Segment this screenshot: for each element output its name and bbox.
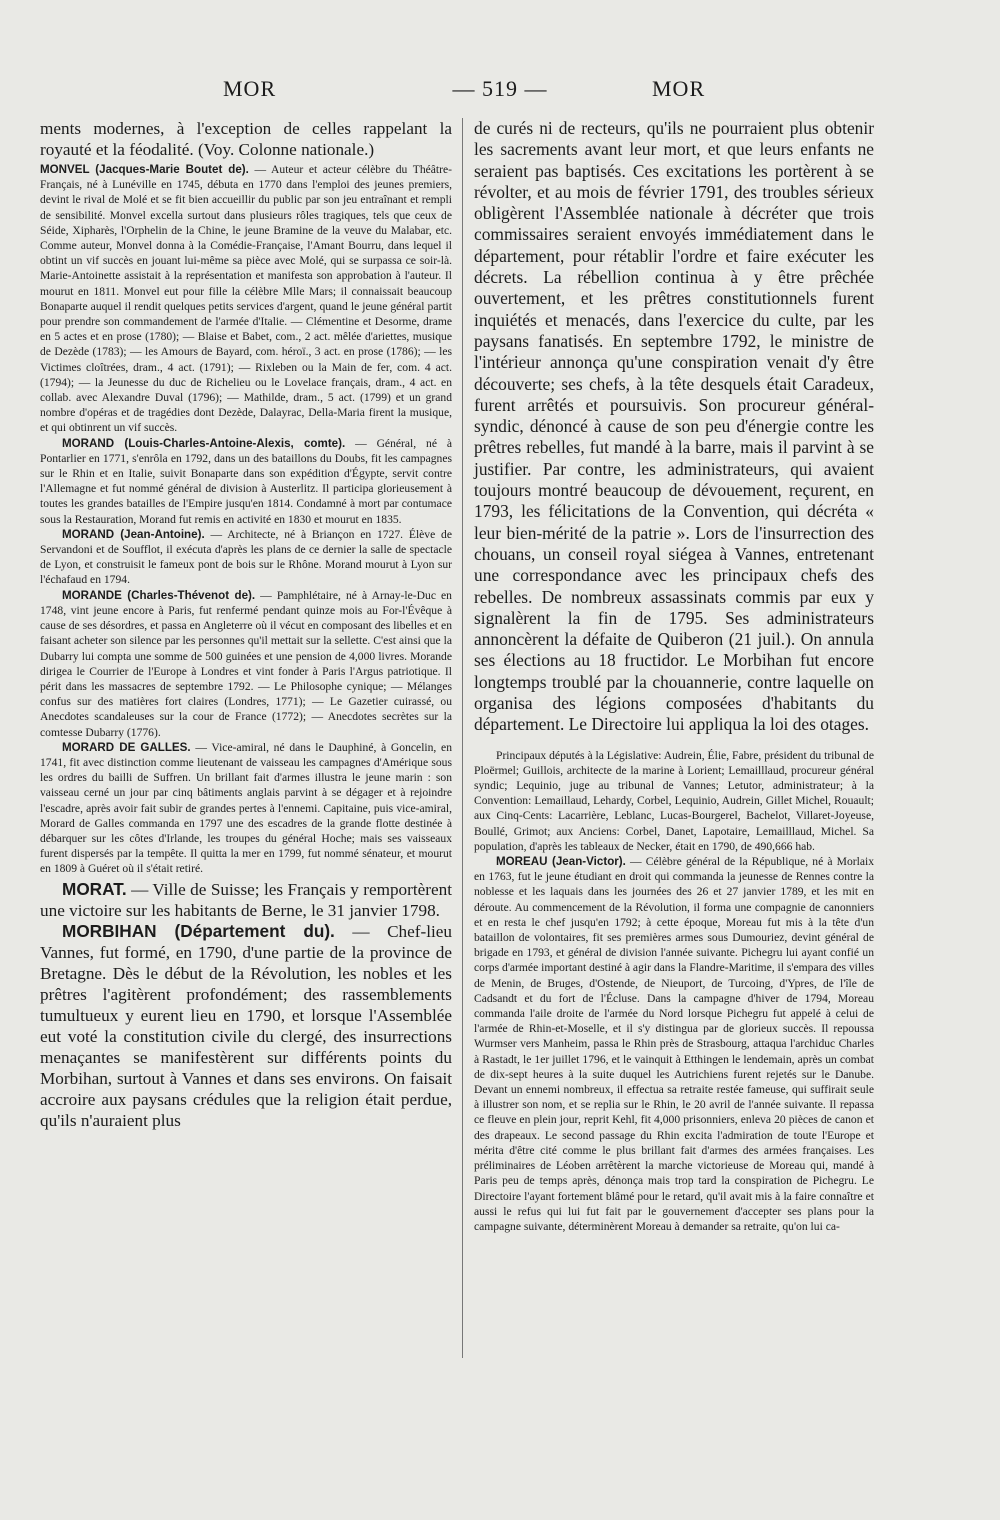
entry-body: — Vice-amiral, né dans le Dauphiné, à Goncelin, en 1741, fit avec distinction comme lieutenant de vaisseau les campagnes d'Amérique sous les ordres du bailli de Suffren. Un brillant fait d'armes illustra le jeune marin : son vaisseau cerné un jour par cinq bâtiments anglais parvint à se dégager et à rejoindre l'escadre, après avoir fait subir de grandes pertes à l'ennemi. Capitaine, puis vice-amiral, Morard de Galles commanda en 1797 une des escadres de la grande flotte destinée à débarquer sur les côtes d'Irlande, les troupes du général Hoche; mais ses vaisseaux furent dispersés par la tempête. Il quitta la mer en 1799, fut nommé sénateur, et mourut en 1809 à Guéret où il s'était retiré. [40,740,452,876]
entry-morand-jean [40,527,452,588]
entry-headword: MOREAU (Jean-Victor). [496,855,626,869]
header-left-keyword: MOR [223,76,277,101]
entry-body: — Chef-lieu Vannes, fut formé, en 1790, d'une partie de la province de Bretagne. Dès le début de la Révolution, les nobles et les prêtres l'agitèrent profondément; des rassemblements tumultueux y eurent lieu en 1790, et lorsque l'Assemblée eut voté la constitution civile du clergé, des insurrections menaçantes se manifestèrent sur différents points du Morbihan, surtout à Vannes et dans ses environs. On faisait accroire aux paysans crédules que la religion était perdue, qu'ils n'auraient plus [40,921,452,1130]
running-header [40,76,960,106]
entry-headword: MONVEL (Jacques-Marie Boutet de). [40,163,249,176]
column-divider [462,118,463,1358]
page-number: — 519 — [452,76,548,101]
entry-morard-de-galles [40,740,452,877]
deputes-paragraph: Principaux députés à la Législative: Audrein, Élie, Fabre, président du tribunal de Ploërmel; Guillois, architecte de la marine à Lorient; Lemailllaud, procureur général syndic; Lequinio, juge au tribunal de Vannes; Letutor, administrateur; à la Convention: Lemaillaud, Lehardy, Corbel, Lequinio, Audrein, Gillet Michel, Rouault; aux Cinq-Cents: Lacarrière, Leblanc, Lucas-Bourgerel, Bachelot, Villaret-Joyeuse, Boullé, Grimot; aux Anciens: Corbel, Danet, Lapotaire, Lemailllaud, Michel. Sa population, d'après les tableaux de Necker, était en 1790, de 490,666 hab. [474,748,874,853]
entry-headword: MORBIHAN (Département du). [62,920,335,941]
entry-headword: MORANDE (Charles-Thévenot de). [62,588,256,602]
entry-body: — Pamphlétaire, né à Arnay-le-Duc en 1748, vint jeune encore à Paris, fut renfermé pendant quinze mois au For-l'Évêque à cause de ses désordres, et passa en Angleterre où il vécut en composant des libelles et en faisant acheter son silence par les personnes qu'il mettait sur la sellette. C'est ainsi que la Dubarry lui compta une somme de 500 guinées et une pension de 4,000 livres. Morande dirigea le Courrier de l'Europe à Londres et vint fonder à Paris l'Argus patriotique. Il périt dans les massacres de septembre 1792. — Le Philosophe cynique; — Mélanges confus sur des matières fort claires (Londres, 1771); — Le Gazetier cuirassé, ou Anecdotes scandaleuses sur la cour de France (1772); — Anecdotes secrètes sur la comtesse Dubarry (1776). [40,588,452,739]
morbihan-continued-text: de curés ni de recteurs, qu'ils ne pourraient plus obtenir les sacrements avant leur mort, et que leurs enfants ne seraient pas baptisés. Ces excitations les portèrent à se révolter, et au mois de février 1791, des troubles sérieux obligèrent l'Assemblée nationale à décréter que trois commissaires seraient envoyés immédiatement dans le département, pour rétablir l'ordre et faire exécuter les décrets. La rébellion continua à y être prêchée ouvertement, et les prêtres constitutionnels furent inquiétés et menacés, dans l'exercice du culte, par les paysans fanatisés. En septembre 1792, le ministre de l'intérieur annonça qu'une conspiration venait d'y être découverte; ses chefs, à la tête desquels était Caradeux, furent arrêtés et poursuivis. Son procureur général-syndic, dénoncé à cause de son peu d'énergie contre les prêtres rebelles, fut mandé à la barre, mais il parvint à se justifier. Par contre, les administrateurs, qui avaient toujours montré beaucoup de dévouement, reçurent, en 1793, les félicitations de la Convention, qui décréta « leur bien-mérité de la patrie ». Lors de l'insurrection des chouans, un conseil royal siégea à Vannes, entretenant une correspondance avec les principaux chefs des rebelles. De nombreux assassinats commis par eux y signalèrent la fin de 1795. Ses administrateurs annoncèrent la défaite de Quiberon (21 juil.). On annula ses élections au 18 fructidor. Le Morbihan fut encore longtemps troublé par la chouannerie, contre laquelle on organisa des légions composées d'habitants du département. Le Directoire lui appliqua la loi des otages. [474,118,874,735]
continued-entry-text: ments modernes, à l'exception de celles rappelant la royauté et la féodalité. (Voy. Colonne nationale.) [40,119,452,159]
entry-morande [40,588,452,740]
entry-body: — Ville de Suisse; les Français y remportèrent une victoire sur les habitants de Berne, le 31 janvier 1798. [40,879,453,920]
entry-headword: MORAND (Jean-Antoine). [62,527,205,541]
entry-monvel [40,162,452,436]
entry-headword: MORARD DE GALLES. [62,740,191,754]
entry-body: — Général, né à Pontarlier en 1771, s'enrôla en 1792, dans un des bataillons du Doubs, fit les campagnes sur le Rhin et en Italie, suivit Bonaparte dans son expédition d'Égypte, servit contre l'Allemagne et fut nommé général de division à Austerlitz. Il participa glorieusement à toutes les grandes batailles de l'Empire jusqu'en 1814. Condamné à mort par contumace sous la Restauration, Morand fut remis en activité en 1830 et mourut en 1835. [40,436,452,526]
right-column [474,118,874,1234]
entry-morbihan [40,921,452,1131]
entry-body: — Auteur et acteur célèbre du Théâtre-Français, né à Lunéville en 1745, débuta en 1770 dans l'emploi des jeunes premiers, devint le rival de Molé et se fit bien accueillir du public par son jeu entraînant et rempli de sensibilité. Monvel excella surtout dans plusieurs rôles tragiques, tels que ceux de Séide, Xipharès, l'Orphelin de la Chine, le jeune Bramine de la veuve du Malabar, etc. Comme auteur, Monvel donna à la Comédie-Française, l'Amant Bourru, dans lequel il obtint un vif succès en jouant lui-même sa pièce avec Molé, qui se surpassa ce soir-là. Marie-Antoinette assistait à la représentation et manifesta son approbation à l'auteur. Il mourut en 1811. Monvel eut pour fille la célèbre Mlle Mars; il connaissait beaucoup Bonaparte auquel il rendit quelques petits services d'argent, quand le jeune général partit pour prendre son commandement de l'armée d'Italie. — Clémentine et Desorme, drame en 5 actes et en prose (1780); — Blaise et Babet, com., 2 act. mêlée d'ariettes, musique de Dezède (1783); — les Amours de Bayard, com. héroï., 3 act. en prose (1786); — les Victimes cloîtrées, dram., 4 act. (1791); — Rixleben ou la Main de fer, com. 4 act. (1794); — la Jeunesse du duc de Richelieu ou le Lovelace français, dram., 4 act. en collab. avec Alexandre Duval (1796); — Mathilde, dram., 5 act. (1799) et un grand nombre d'opéras et de tragédies dont Dezède, Dalayrac, Della-Maria firent la musique, et qui obtinrent un vif succès. [40,163,453,435]
header-right-keyword: MOR [652,76,706,101]
entry-headword: MORAND (Louis-Charles-Antoine-Alexis, comte). [62,436,346,450]
entry-body: — Architecte, né à Briançon en 1727. Élève de Servandoni et de Soufflot, il exécuta d'après les plans de ce dernier la salle de spectacle de Lyon, et construisit le fameux pont de bois sur le Rhône. Morand mourut à Lyon sur l'échafaud en 1794. [40,527,452,587]
entry-morat [40,879,452,921]
left-column [40,118,452,1131]
entry-body: — Célèbre général de la République, né à Morlaix en 1763, fut le jeune étudiant en droit qui commanda la jeunesse de Rennes contre la noblesse et les laquais dans les journées des 26 et 27 janvier 1789, et les mit en déroute. Au commencement de la Révolution, il forma une compagnie de canonniers et en resta le chef jusqu'en 1792; à cette époque, Moreau fut mis à la tête d'un bataillon de volontaires, fit ses premières armes sous Dumouriez, devint général de brigade en 1793, et général de division l'année suivante. Pichegru lui ayant confié un corps d'armée important destiné à agir dans la Flandre-Maritime, il s'empara des villes de Menin, de Bruges, d'Ostende, de Nieuport, de Turcoing, d'Ypres, de l'île de Cadsandt et du fort de l'Écluse. Dans la campagne d'hiver de 1794, Moreau commanda l'aile droite de l'armée du Nord lorsque Pichegru fut appelé à celui de l'armée de Rhin-et-Moselle, et il s'y distingua par de glorieux succès. Il repoussa Wurmser vers Manheim, passa le Rhin près de Strasbourg, attaqua l'archiduc Charles à Rastadt, le 1er juillet 1796, et le vainquit à Etthingen le lendemain, après un combat de dix-sept heures à la suite duquel les Autrichiens furent rejetés sur le Danube. Devant un ennemi nombreux, il effectua sa retraite restée fameuse, qui suffirait seule à illustrer son nom, et se replia sur le Rhin, le 20 avril de l'année suivante. Il repassa ce fleuve en plein jour, reprit Kehl, fit 4,000 prisonniers, enleva 20 pièces de canon et des drapeaux. Le second passage du Rhin excita l'admiration de toute l'Europe et mérita d'être cité comme le plus brillant fait d'armes des armées françaises. Les préliminaires de Léoben arrêtèrent la marche victorieuse de Moreau qui, mandé à Paris peu de temps après, dénonça mais trop tard la conspiration de Pichegru. Le Directoire l'ayant fortement blâmé pour le retard, qu'il avait mis à la faire connaître et aussi le refus qui lui fut fait par le gouvernement d'accepter ses plans pour la campagne suivante, déterminèrent Moreau à demander sa retraite, qu'on lui ca- [474,855,874,1233]
entry-moreau [474,854,874,1234]
entry-headword: MORAT. [62,878,127,899]
entry-morand-louis [40,436,452,527]
